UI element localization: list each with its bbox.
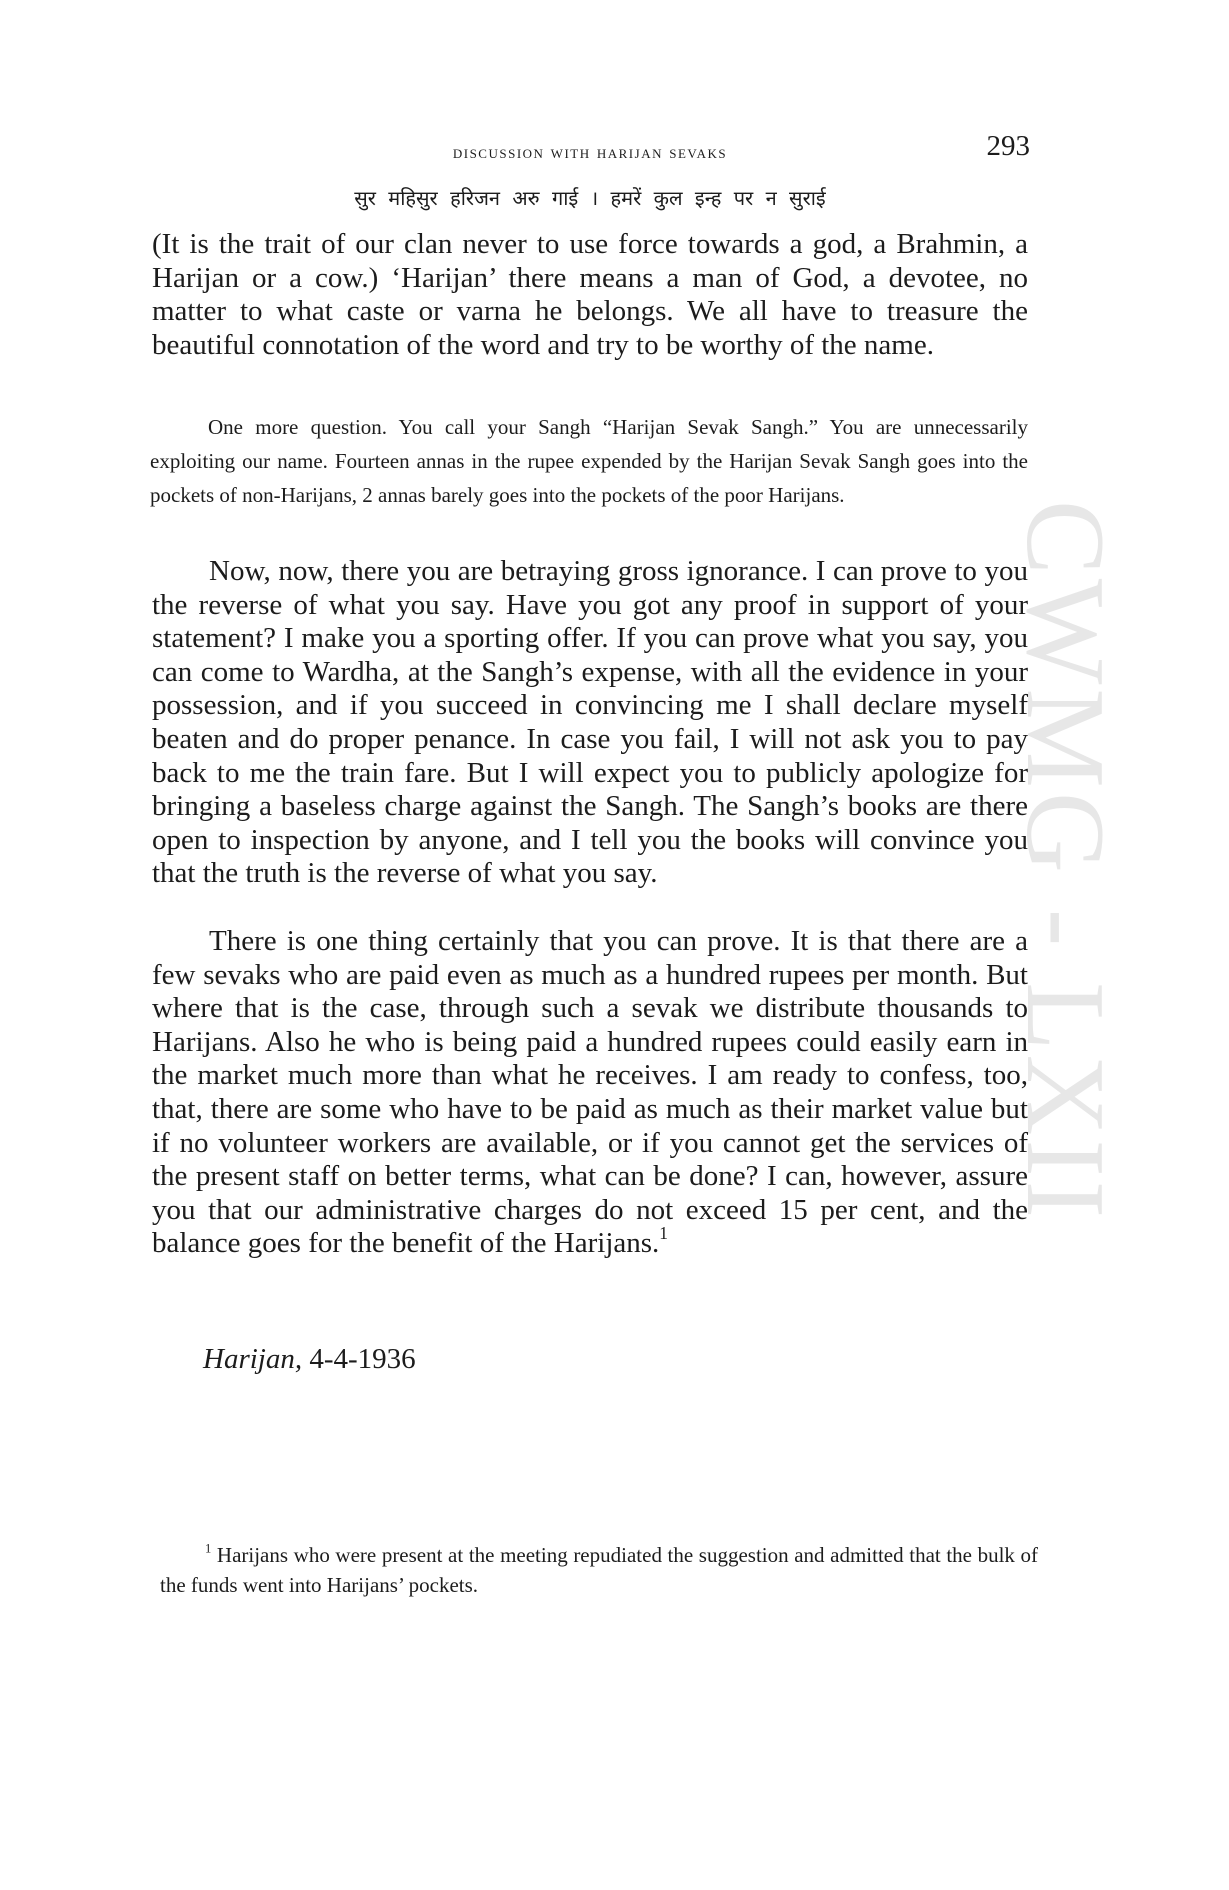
answer-paragraph: Now, now, there you are betraying gross ignorance. I can prove to you the reverse of what you say. Have you got any proof in support of your statement? I make you a sporting offer. If you can prove what you say, you can come to Wardha, at the Sangh’s expense, with all the evidence in your possession, and if you succeed in convincing me I shall declare myself beaten and do proper penance. In case you fail, I will not ask you to pay back to me the train fare. But I will expect you to publicly apologize for bringing a baseless charge against the Sangh. The Sangh’s books are there open to inspection by anyone, and I tell you the books will convince you that the truth is the reverse of what you say. xyxy=(152,555,1028,890)
source-citation xyxy=(203,1343,416,1376)
question-text: One more question. You call your Sangh “Harijan Sevak Sangh.” You are unnecessarily exploiting our name. Fourteen annas in the rupee expended by the Harijan Sevak Sangh goes into the pockets of non-Harijans, 2 annas barely goes into the pockets of the poor Harijans. xyxy=(150,415,1028,507)
running-head xyxy=(150,130,1030,170)
footnote-marker: 1 xyxy=(205,1541,212,1556)
second-answer-paragraph xyxy=(152,925,1028,1261)
footnote-text: Harijans who were present at the meeting repudiated the suggestion and admitted that the bulk of the funds went into Harijans’ pockets. xyxy=(160,1543,1039,1597)
second-answer-text: There is one thing certainly that you can prove. It is that there are a few sevaks who are paid even as much as a hundred rupees per month. But where that is the case, through such a sevak we distribute thousands to Harijans. Also he who is being paid a hundred rupees could easily earn in the market much more than what he receives. I am ready to confess, too, that, there are some who have to be paid as much as their market value but if no volunteer workers are available, or if you cannot get the services of the present staff on better terms, what can be done? I can, however, assure you that our administrative charges do not exceed 15 per cent, and the balance goes for the benefit of the Harijans. xyxy=(152,925,1028,1260)
source-publication: Harijan, xyxy=(203,1343,303,1375)
question-paragraph xyxy=(150,410,1028,512)
footnote xyxy=(160,1540,1038,1600)
source-date: 4-4-1936 xyxy=(309,1343,416,1375)
hindi-verse: सुर महिसुर हरिजन अरु गाई । हमरें कुल इन्ह पर न सुराई xyxy=(354,186,826,210)
running-title: discussion with harijan sevaks xyxy=(452,142,728,163)
translation-paragraph: (It is the trait of our clan never to use force towards a god, a Brahmin, a Harijan or a cow.) ‘Harijan’ there means a man of God, a devotee, no matter to what caste or varna he belongs. We all have to treasure the beautiful connotation of the word and try to be worthy of the name. xyxy=(152,228,1028,361)
watermark-text: CWMG - LXII xyxy=(1003,500,1127,1223)
footnote-reference: 1 xyxy=(659,1223,668,1244)
page-number: 293 xyxy=(986,130,1030,162)
